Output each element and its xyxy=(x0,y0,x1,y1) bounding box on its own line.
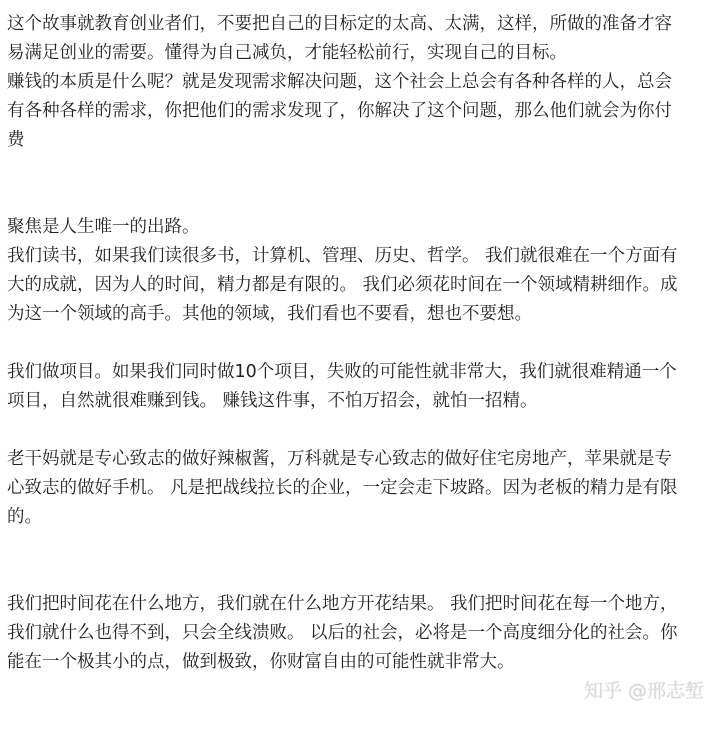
text-line: 的。 xyxy=(7,507,42,527)
zhihu-watermark: 知乎 @邢志堑 xyxy=(583,680,704,702)
text-line: 费 xyxy=(7,130,25,150)
text-line: 我们读书，如果我们读很多书，计算机、管理、历史、哲学。 我们就很难在一个方面有 xyxy=(7,246,678,266)
text-line: 聚焦是人生唯一的出路。 xyxy=(7,217,200,237)
spacer xyxy=(7,329,713,358)
text-line: 为这一个领域的高手。其他的领域，我们看也不要看，想也不要想。 xyxy=(7,304,532,324)
text-line: 我们把时间花在什么地方，我们就在什么地方开花结果。 我们把时间花在每一个地方， xyxy=(7,594,678,614)
text-line: 易满足创业的需要。懂得为自己减负，才能轻松前行，实现自己的目标。 xyxy=(7,43,567,63)
spacer xyxy=(7,416,713,445)
text-line: 赚钱的本质是什么呢？就是发现需求解决问题，这个社会上总会有各种各样的人，总会 xyxy=(7,72,672,92)
text-line: 我们做项目。如果我们同时做10个项目，失败的可能性就非常大，我们就很难精通一个 xyxy=(7,362,677,382)
text-line: 能在一个极其小的点，做到极致，你财富自由的可能性就非常大。 xyxy=(7,652,515,672)
article-body xyxy=(7,10,713,677)
paragraph-companies xyxy=(7,445,713,532)
text-line: 大的成就，因为人的时间，精力都是有限的。 我们必须花时间在一个领域精耕细作。成 xyxy=(7,275,678,295)
text-line: 我们就什么也得不到，只会全线溃败。 以后的社会，必将是一个高度细分化的社会。你 xyxy=(7,623,678,643)
text-line: 这个故事就教育创业者们，不要把自己的目标定的太高、太满，这样，所做的准备才容 xyxy=(7,14,672,34)
paragraph-making-money xyxy=(7,68,713,155)
paragraph-time xyxy=(7,590,713,677)
spacer xyxy=(7,532,713,590)
paragraph-goals xyxy=(7,10,713,68)
text-line: 老干妈就是专心致志的做好辣椒酱，万科就是专心致志的做好住宅房地产，苹果就是专 xyxy=(7,449,672,469)
text-line: 有各种各样的需求，你把他们的需求发现了，你解决了这个问题，那么他们就会为你付 xyxy=(7,101,672,121)
text-line: 心致志的做好手机。 凡是把战线拉长的企业，一定会走下坡路。因为老板的精力是有限 xyxy=(7,478,678,498)
paragraph-focus xyxy=(7,213,713,329)
spacer xyxy=(7,155,713,213)
text-line: 项目，自然就很难赚到钱。 赚钱这件事，不怕万招会，就怕一招精。 xyxy=(7,391,538,411)
paragraph-projects xyxy=(7,358,713,416)
